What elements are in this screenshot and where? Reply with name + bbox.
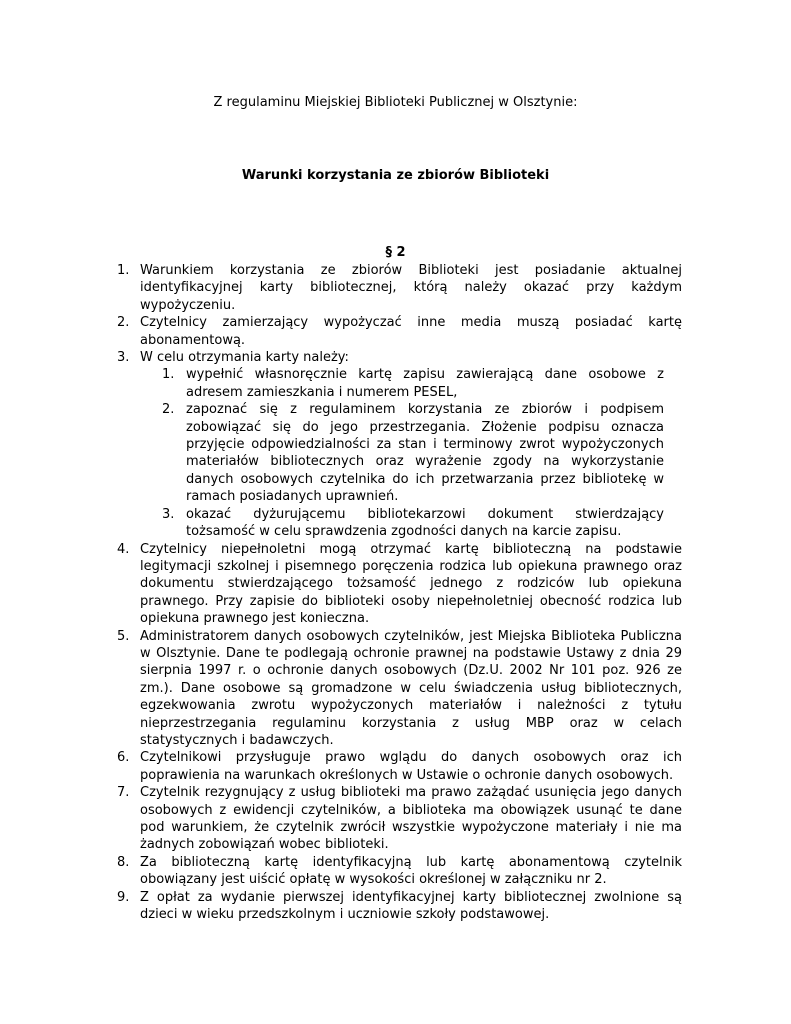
item-text: W celu otrzymania karty należy: (140, 350, 349, 366)
item-number: 6. (117, 750, 130, 766)
item-text: Warunkiem korzystania ze zbiorów Biblioteki jest posiadanie aktualnej identyfikacyjnej karty bibliotecznej, którą należy okazać przy każdym wypożyczeniu. (140, 263, 682, 313)
list-item (112, 854, 682, 889)
list-item (112, 262, 682, 314)
list-item (112, 349, 682, 540)
list-item (112, 889, 682, 924)
item-number: 4. (117, 541, 130, 557)
sub-list (162, 366, 664, 540)
list-item (112, 784, 682, 854)
item-number: 1. (117, 263, 130, 278)
item-text: Czytelnikowi przysługuje prawo wglądu do danych osobowych oraz ich poprawienia na warunkach określonych w Ustawie o ochronie danych osobowych. (140, 750, 682, 783)
item-text: Czytelnik rezygnujący z usług biblioteki ma prawo zażądać usunięcia jego danych osobowych z ewidencji czytelników, a biblioteka ma obowiązek usunąć te dane pod warunkiem, że czytelnik zwrócił wszystkie wypożyczone materiały i nie ma żadnych zobowiązań wobec biblioteki. (140, 785, 682, 853)
sub-item-text: zapoznać się z regulaminem korzystania ze zbiorów i podpisem zobowiązać się do jego przestrzegania. Złożenie podpisu oznacza przyjęcie odpowiedzialności za stan i terminowy zwrot wypożyczonych materiałów bibliotecznych oraz wyrażenie zgody na wykorzystanie danych osobowych czytelnika do ich przetwarzania przez bibliotekę w ramach posiadanych uprawnień. (186, 402, 664, 505)
item-text: Administratorem danych osobowych czytelników, jest Miejska Biblioteka Publiczna w Olsztynie. Dane te podlegają ochronie prawnej na podstawie Ustawy z dnia 29 sierpnia 1997 r. o ochronie danych osobowych (Dz.U. 2002 Nr 101 poz. 926 ze zm.). Dane osobowe są gromadzone w celu świadczenia usług bibliotecznych, egzekwowania zwrotu wypożyczonych materiałów i należności z tytułu nieprzestrzegania regulaminu korzystania z usług MBP oraz w celach statystycznych i badawczych. (140, 628, 682, 748)
item-number: 8. (117, 854, 130, 870)
item-text: Z opłat za wydanie pierwszej identyfikacyjnej karty bibliotecznej zwolnione są dzieci w wieku przedszkolnym i uczniowie szkoły podstawowej. (140, 889, 682, 923)
sub-list-item (162, 366, 664, 401)
document-heading: Warunki korzystania ze zbiorów Biblioteki (241, 168, 550, 183)
item-number: 3. (117, 350, 130, 366)
sub-list-item (162, 506, 664, 541)
regulation-list (112, 262, 682, 923)
item-text: Za biblioteczną kartę identyfikacyjną lub kartę abonamentową czytelnik obowiązany jest uiścić opłatę w wysokości określonej w załączniku nr 2. (140, 854, 682, 888)
sub-item-text: wypełnić własnoręcznie kartę zapisu zawierającą dane osobowe z adresem zamieszkania i numerem PESEL, (186, 367, 664, 400)
list-item (112, 314, 682, 349)
section-number: § 2 (385, 245, 406, 260)
item-text: Czytelnicy niepełnoletni mogą otrzymać kartę biblioteczną na podstawie legitymacji szkolnej i pisemnego poręczenia rodzica lub opiekuna prawnego oraz dokumentu stwierdzającego tożsamość jednego z rodziców lub opiekuna prawnego. Przy zapisie do biblioteki osoby niepełnoletniej obecność rodzica lub opiekuna prawnego jest konieczna. (140, 541, 682, 627)
list-item (112, 628, 682, 750)
list-item (112, 749, 682, 784)
list-item (112, 541, 682, 628)
item-text: Czytelnicy zamierzający wypożyczać inne media muszą posiadać kartę abonamentową. (140, 315, 682, 348)
sub-item-number: 3. (162, 506, 175, 522)
item-number: 5. (117, 628, 130, 644)
item-number: 2. (117, 315, 130, 331)
sub-item-number: 2. (162, 402, 175, 418)
item-number: 7. (117, 785, 130, 801)
sub-item-number: 1. (162, 367, 175, 383)
intro-line: Z regulaminu Miejskiej Biblioteki Publicznej w Olsztynie: (213, 95, 578, 110)
sub-item-text: okazać dyżurującemu bibliotekarzowi dokument stwierdzający tożsamość w celu sprawdzenia zgodności danych na karcie zapisu. (186, 506, 664, 540)
sub-list-item (162, 401, 664, 505)
item-number: 9. (117, 889, 130, 905)
